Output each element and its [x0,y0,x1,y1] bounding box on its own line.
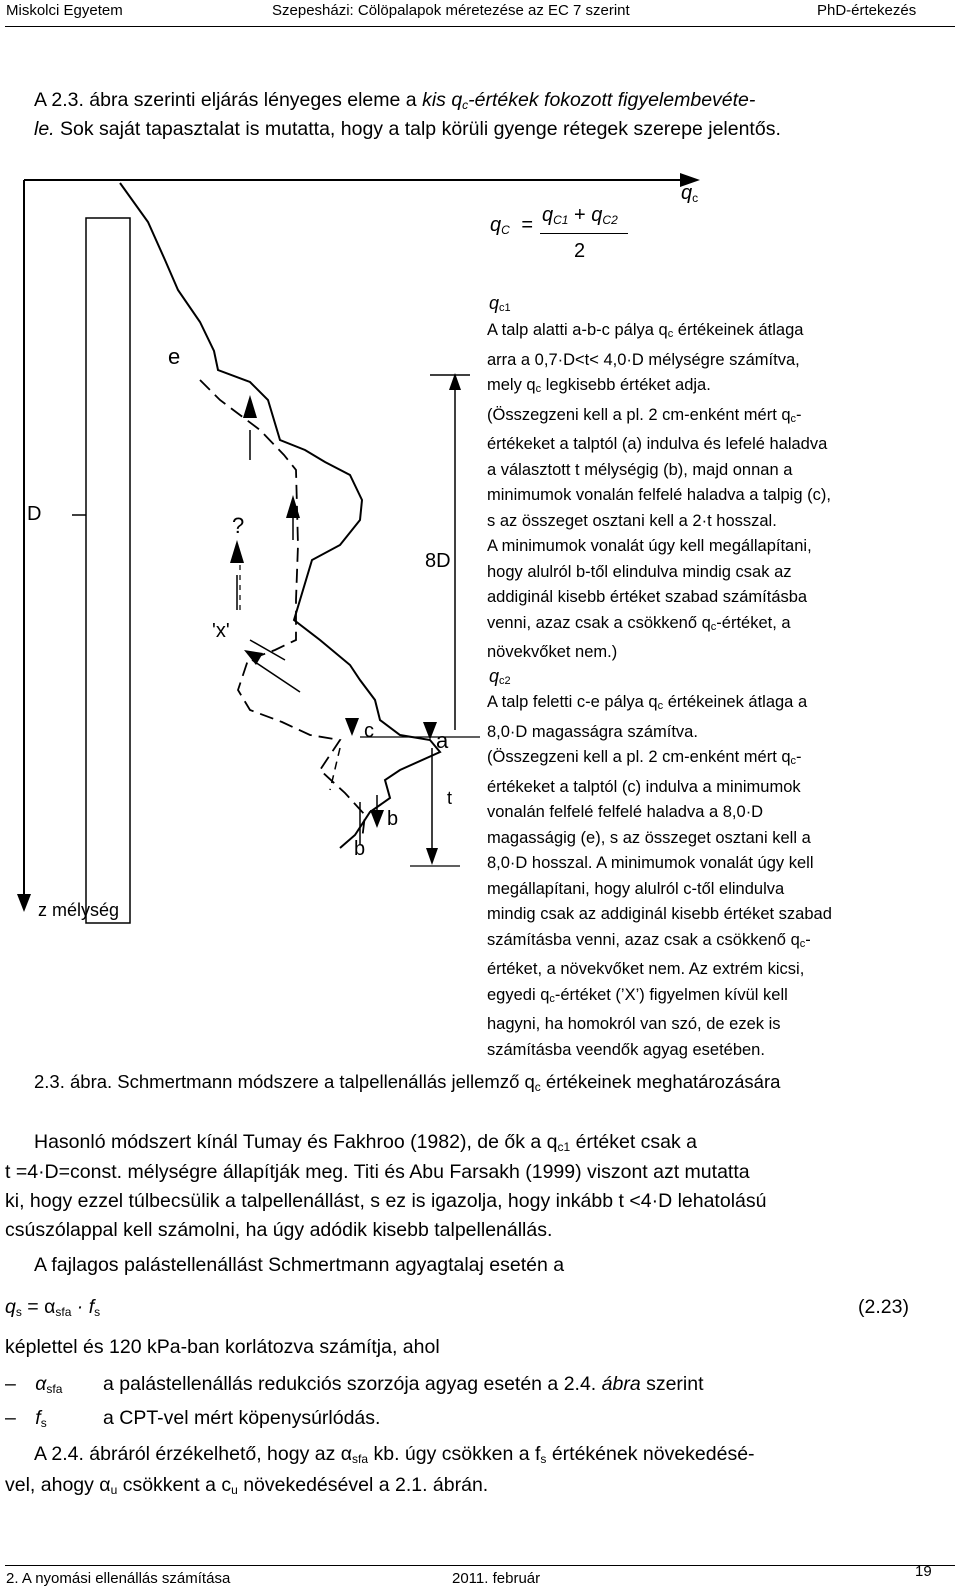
label-b-upper: b [387,808,399,830]
intro-line-1: A 2.3. ábra szerinti eljárás lényeges eleme a kis $q_c$-értékek fokozott figyelembevéte- [34,89,756,112]
label-c: c [364,720,374,742]
body-p1-line3: ki, hogy ezzel túlbecsülik a talpellenállást, s ez is igazolja, hogy inkább t <4·D lehatolású [5,1190,767,1212]
intro-line-2: le. Sok saját tapasztalat is mutatta, hogy a talp körüli gyenge rétegek szerepe jelentős. [34,118,781,140]
body-p1-line2: t =4·D=const. mélységre állapítják meg. Titi és Abu Farsakh (1999) viszont azt mutatta [5,1161,750,1183]
label-b-lower: b [354,838,366,860]
qc2-title: qc2 [489,666,511,687]
qc-formula: $q_C$ = [490,214,534,237]
label-a: a [436,728,449,753]
minimum-envelope [200,380,365,840]
footer-chapter: 2. A nyomási ellenállás számítása [6,1570,231,1587]
label-t: t [447,788,453,808]
body-p1-line1: Hasonló módszert kínál Tumay és Fakhroo (1982), de ők a $q_{c1}$ értéket csak a [34,1131,698,1154]
equation-number: (2.23) [858,1296,909,1318]
header-title: Szepesházi: Cölöpalapok méretezése az EC 7 szerint [272,2,630,19]
qc1-text: A talp alatti a-b-c pálya qc értékeinek átlaga arra a 0,7·D<t< 4,0·D mélységre számítva, mely qc legkisebb értéket adja. (Összegzeni kell a pl. 2 cm-enként mért qc- értékeket a talptól (a) indulva és lefelé haladva a választott t mélységig (b), majd onnan a minimumok vonalán felfelé haladva a talpig (c), s az összeget osztani kell a 2·t hosszal. A minimumok vonalát úgy kell megállapítani, hogy alulról b-től elindulva mindig csak az addiginál kisebb értéket szabad számításba venni, azaz csak a csökkenő qc-értéket, a növekvőket nem.) [487,321,831,661]
qc-formula-numerator: $q_{C1} + q_{C2}$ [542,204,618,227]
pile-outline [86,218,130,923]
qc1-title: qc1 [489,293,511,314]
depth-axis-arrow [17,894,31,912]
body-p4-line1: A 2.4. ábráról érzékelhető, hogy az $\alpha_{sfa}$ kb. úgy csökken a $f_s$ értékének növekedésé- [34,1443,755,1466]
list-item-fs-text: a CPT-vel mért köpenysúrlódás. [103,1407,381,1429]
qc-profile [120,183,440,848]
header-doc-type: PhD-értekezés [817,2,917,19]
header-institution: Miskolci Egyetem [6,2,123,19]
list-item-alpha-sfa-text: a palástellenállás redukciós szorzója agyag esetén a 2.4. ábra szerint [103,1373,704,1395]
label-x: 'x' [212,620,230,642]
equation-2-23: $q_s = \alpha_{sfa} \cdot f_s$ [5,1296,101,1319]
body-p4-line2: vel, ahogy $\alpha_u$ csökkent a $c_u$ növekedésével a 2.1. ábrán. [5,1474,489,1497]
label-question: ? [232,513,245,538]
body-p1-line4: csúszólappal kell számolni, ha úgy adódik kisebb talpellenállás. [5,1219,553,1241]
body-p2: A fajlagos palástellenállást Schmertmann agyagtalaj esetén a [34,1254,565,1276]
figure-caption: 2.3. ábra. Schmertmann módszere a talpellenállás jellemző $q_c$ értékeinek meghatározására [34,1071,781,1094]
label-e: e [168,344,181,369]
list-item-fs: – $f_s$ [5,1407,47,1430]
qc-axis-label: $q_c$ [681,182,699,205]
qc-formula-fraction-bar [540,233,628,234]
label-8D: 8D [425,550,451,572]
footer-date: 2011. február [452,1570,541,1587]
footer-rule [5,1565,955,1566]
list-item-alpha-sfa: – $\alpha_{sfa}$ [5,1373,63,1396]
qc2-text: A talp feletti c-e pálya qc értékeinek átlaga a 8,0·D magasságra számítva. (Összegzeni kell a pl. 2 cm-enként mért qc- értékeket a talptól (c) indulva a minimumok vonalán felfelé felfelé haladva a 8,0·D magasságig (e), s az összeget osztani kell a 8,0·D hosszal. A minimumok vonalát úgy kell megállapítani, hogy alulról c-től elindulva mindig csak az addiginál kisebb értéket szabad számításba venni, azaz csak a csökkenő qc- értéket, a növekvőket nem. Az extrém kicsi, egyedi qc-értéket (’X’) figyelmen kívül kell hagyni, ha homokról van szó, de ezek is számításba veendők agyag esetében. [487,693,832,1059]
depth-axis-label: z mélység [38,900,120,920]
label-D: D [27,503,42,525]
body-p3: képlettel és 120 kPa-ban korlátozva számítja, ahol [5,1336,440,1358]
page-number: 19 [915,1563,932,1580]
qc-formula-denominator: 2 [574,240,586,262]
